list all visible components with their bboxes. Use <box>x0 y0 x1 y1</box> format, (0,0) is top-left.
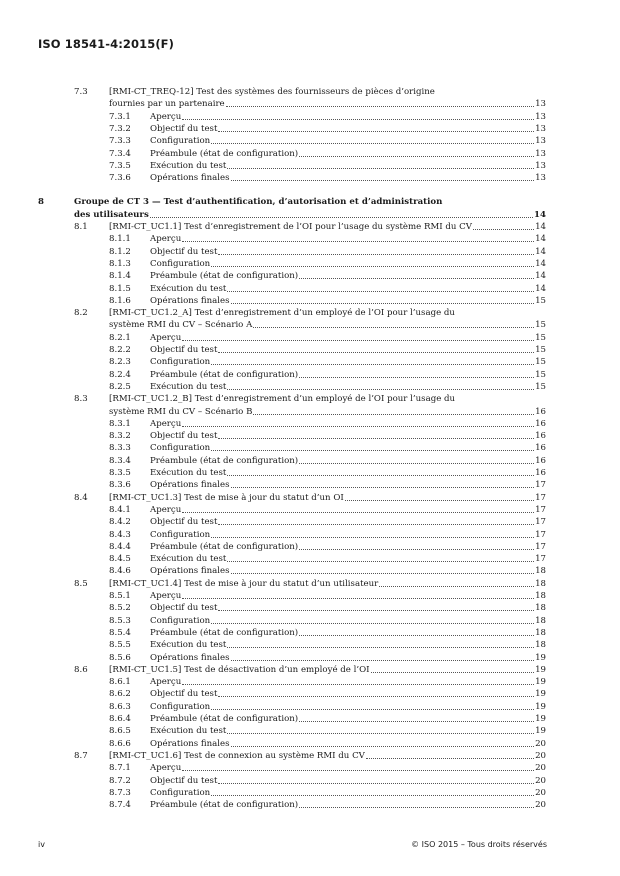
toc-entry-number: 8.2.1 <box>109 332 131 343</box>
toc-entry-page: 13 <box>535 173 546 184</box>
toc-leader-dots <box>227 561 534 562</box>
toc-entry-page: 20 <box>535 775 546 786</box>
toc-entry[interactable] <box>0 504 620 516</box>
toc-entry-number: 8.6.4 <box>109 714 131 724</box>
toc-entry-number: 8.2.2 <box>109 345 131 355</box>
toc-entry-number: 8.3.5 <box>109 468 131 478</box>
toc-entry-number: 8.4 <box>74 492 88 503</box>
toc-entry-page: 13 <box>535 123 546 134</box>
toc-leader-dots <box>218 131 534 132</box>
toc-entry-number: 8.6.5 <box>109 726 131 737</box>
toc-leader-dots <box>227 733 534 734</box>
toc-entry-title: des utilisateurs <box>74 209 149 220</box>
toc-entry-title: [RMI-CT_UC1.2_B] Test d’enregistrement d’un employé de l’OI pour l’usage du <box>109 394 456 405</box>
toc-leader-dots <box>227 647 534 648</box>
toc-entry[interactable] <box>0 406 620 418</box>
toc-entry[interactable] <box>0 492 620 504</box>
toc-entry-title: Objectif du test <box>150 603 218 614</box>
toc-entry[interactable] <box>0 283 620 295</box>
toc-entry-page: 13 <box>535 99 546 110</box>
toc-entry[interactable] <box>0 344 620 356</box>
toc-leader-dots <box>211 143 534 144</box>
toc-entry[interactable] <box>0 615 620 627</box>
toc-entry-page: 16 <box>535 468 546 478</box>
toc-entry-title: Configuration <box>150 357 211 368</box>
toc-leader-dots <box>227 475 534 476</box>
toc-entry-page: 17 <box>535 492 546 503</box>
toc-entry-title: système RMI du CV – Scénario B <box>109 406 253 417</box>
toc-entry[interactable] <box>0 442 620 454</box>
toc-entry-number: 8.6.3 <box>109 701 131 712</box>
toc-entry-number: 8.4.6 <box>109 566 131 577</box>
toc-entry-title: Objectif du test <box>150 431 218 442</box>
toc-entry-number: 7.3.2 <box>109 123 131 134</box>
toc-leader-dots <box>182 119 534 120</box>
toc-entry-title: Configuration <box>150 136 211 147</box>
toc-entry[interactable] <box>0 258 620 270</box>
toc-leader-dots <box>182 684 534 685</box>
toc-leader-dots <box>345 500 534 501</box>
toc-leader-dots <box>182 598 534 599</box>
toc-entry[interactable] <box>0 738 620 750</box>
toc-leader-dots <box>182 770 534 771</box>
toc-entry-page: 15 <box>535 381 546 392</box>
toc-entry-title: Préambule (état de configuration) <box>150 541 299 552</box>
toc-entry-title: [RMI-CT_UC1.6] Test de connexion au système RMI du CV <box>109 750 365 761</box>
toc-entry-number: 8.7.4 <box>109 800 131 811</box>
toc-entry-page: 14 <box>535 283 546 294</box>
toc-entry-page: 20 <box>535 750 546 761</box>
toc-entry[interactable] <box>0 701 620 713</box>
toc-entry-title: Opérations finales <box>150 173 230 184</box>
toc-leader-dots <box>299 156 534 157</box>
toc-entry-number: 8.7.2 <box>109 775 131 786</box>
toc-leader-dots <box>231 487 535 488</box>
toc-leader-dots <box>231 746 535 747</box>
toc-entry[interactable] <box>0 209 620 221</box>
toc-leader-dots <box>211 709 534 710</box>
toc-leader-dots <box>227 168 534 169</box>
toc-entry[interactable] <box>0 467 620 479</box>
toc-entry-page: 17 <box>535 554 546 565</box>
toc-leader-dots <box>211 623 534 624</box>
toc-entry-page: 18 <box>535 566 546 577</box>
toc-entry-page: 20 <box>535 738 546 749</box>
toc-entry[interactable] <box>0 479 620 491</box>
toc-entry[interactable] <box>0 270 620 282</box>
toc-entry-title: Opérations finales <box>150 480 230 491</box>
toc-entry-number: 8.3.3 <box>109 443 131 454</box>
toc-entry-page: 18 <box>535 640 546 651</box>
toc-entry[interactable] <box>0 111 620 123</box>
toc-entry[interactable] <box>0 787 620 799</box>
toc-entry-number: 8.3.6 <box>109 480 131 491</box>
toc-leader-dots <box>299 721 534 722</box>
toc-entry-number: 8.7.3 <box>109 787 131 798</box>
toc-entry-page: 17 <box>535 529 546 540</box>
toc-entry-title: Objectif du test <box>150 345 218 355</box>
toc-entry-number: 8.4.1 <box>109 504 131 515</box>
toc-entry-page: 16 <box>535 443 546 454</box>
toc-entry-page: 13 <box>535 136 546 147</box>
toc-entry[interactable] <box>0 172 620 184</box>
toc-entry-title: Objectif du test <box>150 689 218 700</box>
toc-entry[interactable] <box>0 799 620 811</box>
toc-entry[interactable] <box>0 430 620 442</box>
toc-entry-page: 19 <box>535 726 546 737</box>
toc-entry-title: Aperçu <box>150 234 182 245</box>
toc-leader-dots <box>218 254 534 255</box>
toc-entry[interactable] <box>0 98 620 110</box>
toc-entry[interactable] <box>0 319 620 331</box>
toc-entry-title: Préambule (état de configuration) <box>150 627 299 638</box>
toc-entry-number: 8.6 <box>74 664 88 675</box>
toc-entry[interactable] <box>0 295 620 307</box>
toc-entry-title: Exécution du test <box>150 726 227 737</box>
toc-leader-dots <box>371 672 535 673</box>
toc-entry-title: système RMI du CV – Scénario A <box>109 320 253 331</box>
toc-entry[interactable] <box>0 725 620 737</box>
toc-leader-dots <box>211 450 534 451</box>
toc-entry-title: Exécution du test <box>150 640 227 651</box>
toc-entry-title: Exécution du test <box>150 283 227 294</box>
toc-entry-number: 8.1.1 <box>109 234 131 245</box>
toc-leader-dots <box>227 389 534 390</box>
toc-entry-page: 14 <box>535 222 546 232</box>
toc-entry-page: 19 <box>535 701 546 712</box>
toc-entry-title: Aperçu <box>150 763 182 774</box>
toc-leader-dots <box>299 278 534 279</box>
toc-entry[interactable] <box>0 565 620 577</box>
document-header: ISO 18541-4:2015(F) <box>38 37 174 51</box>
toc-entry-title: Configuration <box>150 701 211 712</box>
toc-entry-number: 8 <box>38 197 44 208</box>
toc-entry[interactable] <box>0 578 620 590</box>
toc-entry[interactable] <box>0 148 620 160</box>
toc-entry-title: [RMI-CT_UC1.4] Test de mise à jour du statut d’un utilisateur <box>109 578 379 589</box>
toc-entry[interactable] <box>0 135 620 147</box>
toc-leader-dots <box>299 377 534 378</box>
toc-entry-number: 8.1.3 <box>109 258 131 269</box>
toc-entry[interactable] <box>0 627 620 639</box>
toc-entry-title: Objectif du test <box>150 517 218 528</box>
toc-entry-page: 14 <box>535 271 546 282</box>
toc-entry-title: Préambule (état de configuration) <box>150 800 299 811</box>
toc-entry-page: 19 <box>535 664 546 675</box>
toc-entry-title: Configuration <box>150 529 211 540</box>
toc-entry-number: 8.3.2 <box>109 431 131 442</box>
toc-leader-dots <box>182 512 534 513</box>
toc-leader-dots <box>379 586 534 587</box>
toc-leader-dots <box>231 573 535 574</box>
toc-entry[interactable] <box>0 332 620 344</box>
toc-leader-dots <box>299 807 534 808</box>
toc-entry-page: 19 <box>535 677 546 688</box>
toc-entry-title: Objectif du test <box>150 246 218 257</box>
toc-entry-title: [RMI-CT_TREQ-12] Test des systèmes des fournisseurs de pièces d’origine <box>109 87 435 97</box>
toc-entry-page: 14 <box>535 234 546 245</box>
toc-leader-dots <box>231 303 535 304</box>
toc-entry-title: [RMI-CT_UC1.1] Test d’enregistrement de l’OI pour l’usage du système RMI du CV <box>109 222 472 232</box>
toc-entry-title: Configuration <box>150 258 211 269</box>
toc-entry-number: 8.6.2 <box>109 689 131 700</box>
toc-entry-title: Préambule (état de configuration) <box>150 369 299 380</box>
toc-entry-number: 8.1.5 <box>109 283 131 294</box>
toc-entry-title: Exécution du test <box>150 468 227 478</box>
toc-entry-page: 17 <box>535 517 546 528</box>
toc-leader-dots <box>218 524 534 525</box>
toc-entry-number: 8.4.3 <box>109 529 131 540</box>
toc-entry-page: 14 <box>535 258 546 269</box>
copyright-notice: © ISO 2015 – Tous droits réservés <box>411 840 547 849</box>
toc-leader-dots <box>231 660 535 661</box>
toc-entry-number: 8.1 <box>74 222 88 232</box>
toc-entry-page: 15 <box>535 295 546 306</box>
toc-entry[interactable] <box>0 221 620 233</box>
toc-entry[interactable] <box>0 590 620 602</box>
toc-entry-page: 18 <box>535 578 546 589</box>
toc-entry-title: Exécution du test <box>150 160 227 171</box>
toc-entry-number: 8.5.4 <box>109 627 131 638</box>
toc-entry[interactable] <box>0 750 620 762</box>
toc-entry-page: 14 <box>535 246 546 257</box>
toc-entry-page: 20 <box>535 787 546 798</box>
toc-leader-dots <box>299 549 534 550</box>
toc-entry-number: 8.3 <box>74 394 88 405</box>
toc-entry-title: Opérations finales <box>150 566 230 577</box>
toc-leader-dots <box>218 610 534 611</box>
toc-entry-number: 7.3.3 <box>109 136 131 147</box>
toc-entry-title: Objectif du test <box>150 775 218 786</box>
toc-entry[interactable] <box>0 676 620 688</box>
toc-entry[interactable] <box>0 516 620 528</box>
toc-entry-title: Opérations finales <box>150 738 230 749</box>
toc-entry-title: Configuration <box>150 787 211 798</box>
toc-entry-number: 8.3.4 <box>109 455 131 466</box>
toc-entry[interactable] <box>0 233 620 245</box>
toc-entry-title: Opérations finales <box>150 652 230 663</box>
toc-entry[interactable] <box>0 639 620 651</box>
toc-leader-dots <box>299 635 534 636</box>
toc-leader-dots <box>299 463 534 464</box>
toc-entry-page: 18 <box>535 615 546 626</box>
toc-entry-number: 8.5.5 <box>109 640 131 651</box>
toc-entry-page: 19 <box>535 689 546 700</box>
toc-entry-page: 13 <box>535 160 546 171</box>
toc-entry-title: Aperçu <box>150 677 182 688</box>
toc-entry[interactable] <box>0 418 620 430</box>
toc-entry-title: Groupe de CT 3 — Test d’authentification, d’autorisation et d’administration <box>74 197 443 208</box>
toc-leader-dots <box>366 758 534 759</box>
toc-entry[interactable] <box>0 369 620 381</box>
toc-entry-title: Configuration <box>150 615 211 626</box>
toc-leader-dots <box>227 291 534 292</box>
toc-entry[interactable] <box>0 553 620 565</box>
toc-entry-page: 20 <box>535 763 546 774</box>
toc-entry-title: Aperçu <box>150 111 182 122</box>
toc-entry-number: 8.4.4 <box>109 541 131 552</box>
toc-entry-title: Exécution du test <box>150 554 227 565</box>
toc-entry-number: 8.1.2 <box>109 246 131 257</box>
toc-leader-dots <box>211 266 534 267</box>
toc-leader-dots <box>182 426 534 427</box>
toc-leader-dots <box>218 352 534 353</box>
toc-entry-page: 18 <box>535 603 546 614</box>
toc-entry-title: Aperçu <box>150 591 182 601</box>
toc-entry-page: 15 <box>535 357 546 368</box>
toc-entry[interactable] <box>0 160 620 172</box>
toc-entry-number: 7.3.1 <box>109 111 131 122</box>
toc-leader-dots <box>231 180 535 181</box>
toc-entry-page: 16 <box>535 431 546 442</box>
toc-entry-number: 8.2.4 <box>109 369 131 380</box>
toc-entry[interactable] <box>0 541 620 553</box>
toc-entry-number: 8.5 <box>74 578 88 589</box>
toc-entry-number: 8.7.1 <box>109 763 131 774</box>
toc-entry-page: 18 <box>535 591 546 601</box>
toc-leader-dots <box>211 795 534 796</box>
toc-leader-dots <box>211 537 534 538</box>
toc-leader-dots <box>182 241 534 242</box>
toc-entry[interactable] <box>0 123 620 135</box>
toc-entry[interactable] <box>0 688 620 700</box>
toc-leader-dots <box>253 414 534 415</box>
toc-entry-title: Exécution du test <box>150 381 227 392</box>
toc-entry-title: Objectif du test <box>150 123 218 134</box>
toc-entry-number: 8.3.1 <box>109 418 131 429</box>
toc-entry-page: 17 <box>535 480 546 491</box>
toc-entry[interactable] <box>0 86 620 98</box>
toc-entry-number: 8.6.1 <box>109 677 131 688</box>
toc-leader-dots <box>150 217 533 218</box>
toc-entry-number: 8.1.6 <box>109 295 131 306</box>
toc-entry[interactable] <box>0 775 620 787</box>
toc-entry-number: 7.3.6 <box>109 173 131 184</box>
toc-entry-number: 8.5.6 <box>109 652 131 663</box>
page-number: iv <box>38 840 45 849</box>
toc-entry-title: Préambule (état de configuration) <box>150 271 299 282</box>
toc-entry-title: [RMI-CT_UC1.3] Test de mise à jour du statut d’un OI <box>109 492 344 503</box>
toc-entry-page: 16 <box>535 406 546 417</box>
toc-entry-title: Préambule (état de configuration) <box>150 455 299 466</box>
toc-entry-page: 16 <box>535 455 546 466</box>
toc-entry-title: Préambule (état de configuration) <box>150 714 299 724</box>
toc-entry-number: 8.2.5 <box>109 381 131 392</box>
toc-leader-dots <box>218 696 534 697</box>
toc-entry-number: 8.2.3 <box>109 357 131 368</box>
toc-entry-page: 15 <box>535 369 546 380</box>
toc-entry[interactable] <box>0 762 620 774</box>
toc-entry-page: 15 <box>535 320 546 331</box>
toc-entry-number: 8.2 <box>74 308 88 319</box>
toc-entry[interactable] <box>0 196 620 208</box>
toc-entry[interactable] <box>0 602 620 614</box>
toc-entry[interactable] <box>0 356 620 368</box>
toc-entry[interactable] <box>0 529 620 541</box>
toc-leader-dots <box>211 364 534 365</box>
toc-entry-page: 16 <box>535 418 546 429</box>
toc-entry-page: 20 <box>535 800 546 811</box>
toc-entry-page: 13 <box>535 111 546 122</box>
toc-entry-number: 8.4.5 <box>109 554 131 565</box>
toc-leader-dots <box>182 340 534 341</box>
toc-entry-title: fournies par un partenaire <box>109 99 225 110</box>
toc-entry-number: 7.3.4 <box>109 148 131 159</box>
toc-entry-page: 17 <box>535 541 546 552</box>
toc-leader-dots <box>218 783 534 784</box>
toc-entry-number: 8.1.4 <box>109 271 131 282</box>
toc-leader-dots <box>226 106 534 107</box>
toc-leader-dots <box>253 327 534 328</box>
toc-entry-page: 19 <box>535 714 546 724</box>
toc-entry-number: 8.6.6 <box>109 738 131 749</box>
toc-entry-title: Opérations finales <box>150 295 230 306</box>
toc-entry-title: [RMI-CT_UC1.2_A] Test d’enregistrement d’un employé de l’OI pour l’usage du <box>109 308 455 319</box>
toc-entry-title: Aperçu <box>150 332 182 343</box>
toc-leader-dots <box>473 229 534 230</box>
toc-entry-page: 18 <box>535 627 546 638</box>
toc-entry-title: Préambule (état de configuration) <box>150 148 299 159</box>
toc-entry[interactable] <box>0 713 620 725</box>
toc-entry-title: Configuration <box>150 443 211 454</box>
toc-entry-number: 7.3.5 <box>109 160 131 171</box>
toc-entry[interactable] <box>0 455 620 467</box>
toc-entry-page: 19 <box>535 652 546 663</box>
toc-entry-number: 7.3 <box>74 87 88 97</box>
toc-entry-page: 14 <box>534 209 546 220</box>
toc-entry-number: 8.7 <box>74 750 88 761</box>
toc-entry-number: 8.5.3 <box>109 615 131 626</box>
toc-entry[interactable] <box>0 652 620 664</box>
toc-entry-page: 15 <box>535 345 546 355</box>
toc-entry-number: 8.5.2 <box>109 603 131 614</box>
toc-entry-title: [RMI-CT_UC1.5] Test de désactivation d’un employé de l’OI <box>109 664 370 675</box>
toc-entry[interactable] <box>0 664 620 676</box>
toc-entry[interactable] <box>0 246 620 258</box>
toc-leader-dots <box>218 438 534 439</box>
toc-entry-number: 8.4.2 <box>109 517 131 528</box>
toc-entry-page: 13 <box>535 148 546 159</box>
toc-entry-title: Aperçu <box>150 504 182 515</box>
toc-entry-number: 8.5.1 <box>109 591 131 601</box>
toc-entry-title: Aperçu <box>150 418 182 429</box>
toc-entry-page: 15 <box>535 332 546 343</box>
toc-entry[interactable] <box>0 307 620 319</box>
toc-entry-page: 17 <box>535 504 546 515</box>
toc-entry[interactable] <box>0 381 620 393</box>
toc-entry[interactable] <box>0 393 620 405</box>
